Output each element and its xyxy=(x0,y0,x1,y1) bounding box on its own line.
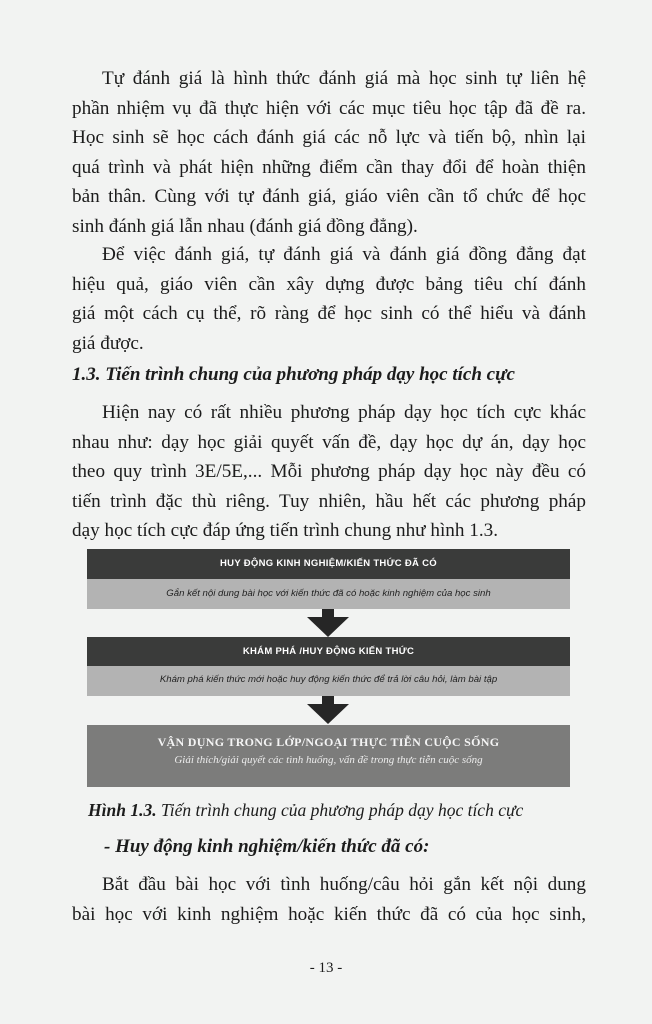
step-description: Giải thích/giải quyết các tình huống, vấn đề trong thực tiễn cuộc sống xyxy=(174,754,483,766)
paragraph-self-assessment xyxy=(72,64,586,241)
step-explore-knowledge xyxy=(87,637,570,696)
caption-text: Tiến trình chung của phương pháp dạy học tích cực xyxy=(156,800,524,820)
figure-caption xyxy=(88,798,523,822)
step-description: Khám phá kiến thức mới hoặc huy động kiến thức để trả lời câu hỏi, làm bài tập xyxy=(87,666,570,696)
paragraph-criteria xyxy=(72,240,586,358)
section-heading: 1.3. Tiến trình chung của phương pháp dạy học tích cực xyxy=(72,364,515,385)
step-title: HUY ĐỘNG KINH NGHIỆM/KIẾN THỨC ĐÃ CÓ xyxy=(87,549,570,579)
process-flow-figure xyxy=(87,549,570,787)
caption-label: Hình 1.3. xyxy=(88,800,157,820)
step-description: Gắn kết nội dung bài học với kiến thức đã có hoặc kinh nghiệm của học sinh xyxy=(87,579,570,609)
text-line: nhau như: dạy học giải quyết vấn đề, dạy học dự án, dạy học xyxy=(72,431,586,453)
arrow-down-icon xyxy=(307,617,349,637)
text-line: Học sinh sẽ học cách đánh giá các nỗ lực và tiến bộ, nhìn lại xyxy=(72,127,586,148)
step-title: VẬN DỤNG TRONG LỚP/NGOẠI THỰC TIỄN CUỘC SỐNG xyxy=(157,735,500,749)
text-line: tiến trình đặc thù riêng. Tuy nhiên, hầu hết các phương pháp xyxy=(72,490,586,512)
text-line: dạy học tích cực đáp ứng tiến trình chung như hình 1.3. xyxy=(72,520,499,541)
step-apply-in-practice xyxy=(87,725,570,787)
paragraph-start-lesson xyxy=(72,870,586,929)
text-line: sinh đánh giá lẫn nhau (đánh giá đồng đẳng). xyxy=(72,215,418,237)
page-number: - 13 - xyxy=(309,960,343,976)
text-line: quá trình và phát hiện những điểm cần thay đổi để hoàn thiện xyxy=(72,156,586,178)
text-line: hiệu quả, giáo viên cần xây dựng được bảng tiêu chí đánh xyxy=(72,273,586,295)
paragraph-methods xyxy=(72,398,586,546)
step-title: KHÁM PHÁ /HUY ĐỘNG KIẾN THỨC xyxy=(87,637,570,666)
text-line: Bắt đầu bài học với tình huống/câu hỏi gắn kết nội dung xyxy=(102,874,586,895)
text-line: bản thân. Cùng với tự đánh giá, giáo viên cần tổ chức để học xyxy=(72,186,586,207)
text-line: theo quy trình 3E/5E,... Mỗi phương pháp dạy học này đều có xyxy=(72,461,586,482)
text-line: phần nhiệm vụ đã thực hiện với các mục tiêu học tập đã đề ra. xyxy=(72,97,586,119)
subheading: - Huy động kinh nghiệm/kiến thức đã có: xyxy=(104,836,430,857)
text-line: giá một cách cụ thể, rõ ràng để học sinh có thể hiểu và đánh xyxy=(72,303,586,324)
text-line: Để việc đánh giá, tự đánh giá và đánh giá đồng đẳng đạt xyxy=(102,244,586,265)
arrow-down-icon xyxy=(307,704,349,724)
text-line: Tự đánh giá là hình thức đánh giá mà học sinh tự liên hệ xyxy=(102,68,586,89)
text-line: giá được. xyxy=(72,332,144,354)
text-line: Hiện nay có rất nhiều phương pháp dạy học tích cực khác xyxy=(102,402,586,423)
step-mobilize-experience xyxy=(87,549,570,609)
text-line: bài học với kinh nghiệm hoặc kiến thức đã có của học sinh, xyxy=(72,903,586,925)
